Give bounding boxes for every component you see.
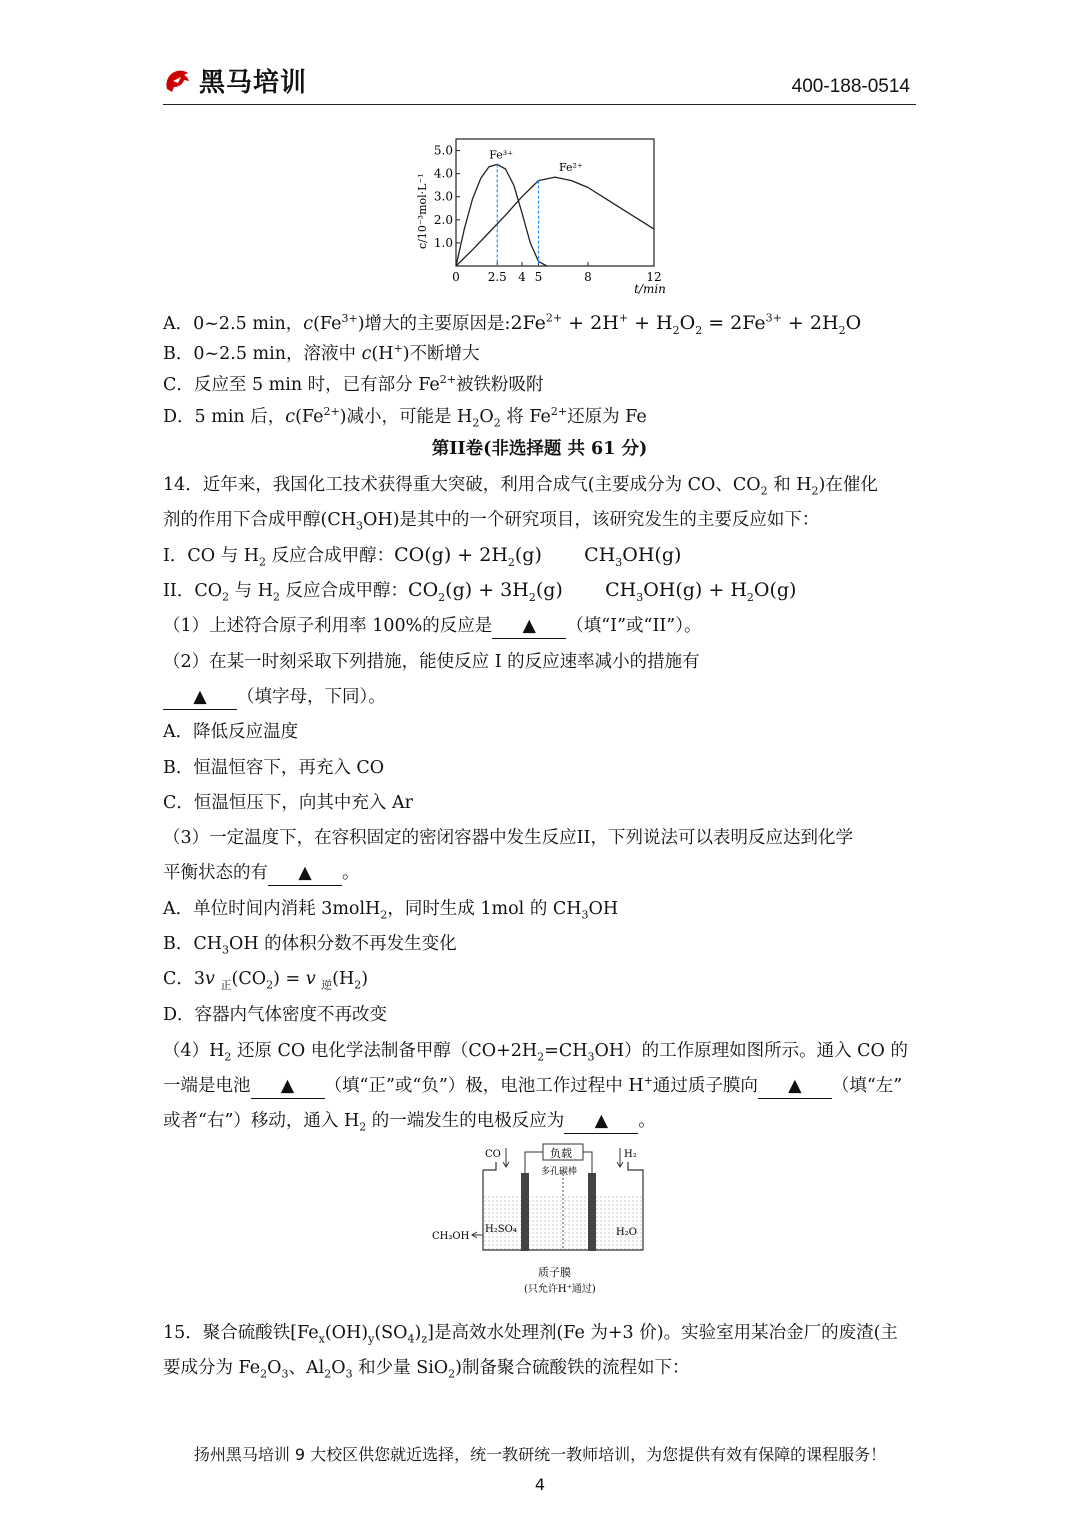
q14-p3-option-d: D．容器内气体密度不再改变 xyxy=(163,1005,388,1025)
membrane-note: (只允许H⁺通过) xyxy=(524,1284,596,1295)
q13-option-d: D．5 min 后，$c(Fe^{2+})$减小，可能是 $H_2O_2$ 将 $Fe^{2+}$还原为 Fe xyxy=(163,405,647,430)
q14-p2-option-b: B．恒温恒容下，再充入 CO xyxy=(163,758,385,778)
q14-reaction-2: II．$CO_2$ 与 $H_2$ 反应合成甲醇：$CO_2(g) + 3H_2(g)$ $CH_3OH(g) + H_2O(g)$ xyxy=(163,579,797,604)
header-divider xyxy=(163,104,916,105)
answer-blank[interactable]: ▲ xyxy=(492,614,566,639)
q13-option-a: A．0~2.5 min，$c(Fe^{3+})$增大的主要原因是$:2Fe^{2+} + 2H^+ + H_2O_2 = 2Fe^{3+} + 2H_2O$ xyxy=(163,311,862,337)
membrane-label: 质子膜 xyxy=(538,1266,571,1279)
series-line-fe3plus xyxy=(456,164,547,266)
concentration-chart xyxy=(412,134,672,299)
q13-option-c: C．反应至 5 min 时，已有部分 $Fe^{2+}$被铁粉吸附 xyxy=(163,373,544,395)
q14-intro-line1: 14．近年来，我国化工技术获得重大突破，利用合成气(主要成分为 CO、$CO_2$ 和 $H_2$)在催化 xyxy=(163,475,878,498)
q14-part2-answer: ▲ （填字母，下同）。 xyxy=(163,685,386,710)
co-inlet-arrow xyxy=(503,1148,509,1167)
y-tick-label: 3.0 xyxy=(433,189,453,204)
series-line-fe2plus xyxy=(456,177,654,266)
h2-inlet-arrow xyxy=(617,1148,623,1167)
q14-part2: （2）在某一时刻采取下列措施，能使反应 I 的反应速率减小的措施有 xyxy=(163,652,700,672)
y-tick-label: 4.0 xyxy=(433,166,453,181)
y-tick-label: 5.0 xyxy=(433,143,453,158)
q14-intro-line2: 剂的作用下合成甲醇$(CH_3OH)$是其中的一个研究项目，该研究发生的主要反应如下： xyxy=(163,510,820,533)
footer-text: 扬州黑马培训 9 大校区供您就近选择，统一教研统一教师培训，为您提供有效有保障的课程服务！ xyxy=(193,1445,887,1464)
left-carbon-rod xyxy=(521,1173,529,1251)
answer-blank[interactable]: ▲ xyxy=(268,861,342,886)
q14-part1: （1）上述符合原子利用率 100%的反应是 ▲ （填“I”或“II”）。 xyxy=(163,614,702,639)
q14-p3-option-b: B．$CH_3OH$ 的体积分数不再发生变化 xyxy=(163,934,457,957)
answer-blank[interactable]: ▲ xyxy=(564,1109,638,1134)
chart-ylabel: c/10⁻³mol·L⁻¹ xyxy=(416,173,429,249)
x-tick-label: 5 xyxy=(534,270,543,284)
rod-label: 多孔碳棒 xyxy=(541,1167,578,1177)
electrochemical-cell-diagram xyxy=(428,1140,658,1300)
q14-part4-line1: $(4)H_2$ 还原 CO 电化学法制备甲醇$(CO+2H_2=CH_3OH)$的工作原理如图所示。通入 CO 的 xyxy=(163,1041,908,1064)
q15-line1: 15．聚合硫酸铁$[Fe_x(OH)_y(SO_4)_z]$是高效水处理剂(Fe 为+3 价)。实验室用某冶金厂的废渣(主 xyxy=(163,1323,898,1346)
q14-part3-answer: 平衡状态的有 ▲ 。 xyxy=(163,861,360,886)
q14-part4-line2: 一端是电池 ▲ （填“正”或“负”）极，电池工作过程中 H+通过质子膜向 ▲ （填“左” xyxy=(163,1074,902,1099)
q14-part4-line3: 或者“右”）移动，通入 $H_2$ 的一端发生的电极反应为 ▲ 。 xyxy=(163,1111,656,1134)
right-carbon-rod xyxy=(588,1173,596,1251)
x-tick-label: 12 xyxy=(646,270,662,284)
x-tick-label: 0 xyxy=(452,270,460,284)
ch3oh-label: CH₃OH xyxy=(432,1231,470,1242)
q14-reaction-1: I．CO 与 $H_2$ 反应合成甲醇：$CO(g) + 2H_2(g)$ $CH_3OH(g)$ xyxy=(163,544,682,569)
q15-line2: 要成分为 $Fe_2O_3$、$Al_2O_3$ 和少量 SiO$_2$)制备聚合硫酸铁的流程如下： xyxy=(163,1358,690,1381)
chart-xlabel: t/min xyxy=(634,282,666,296)
h2so4-label: H₂SO₄ xyxy=(485,1224,517,1235)
q14-p3-option-a: A．单位时间内消耗 3molH$_2$，同时生成 1mol 的 $CH_3OH$ xyxy=(163,899,619,922)
series-label: Fe²⁺ xyxy=(559,161,583,175)
series-label: Fe³⁺ xyxy=(489,148,514,162)
horse-logo-icon xyxy=(163,67,193,95)
x-tick-label: 8 xyxy=(584,270,592,284)
y-tick-label: 1.0 xyxy=(433,235,453,250)
q13-option-b: B．0~2.5 min，溶液中 c(H+)不断增大 xyxy=(163,342,480,364)
answer-blank[interactable]: ▲ xyxy=(163,685,237,710)
section-title: 第II卷(非选择题 共 61 分) xyxy=(431,439,648,459)
page-number: 4 xyxy=(534,1475,546,1494)
y-tick-label: 2.0 xyxy=(433,212,453,227)
co-label: CO xyxy=(485,1149,501,1160)
load-label: 负载 xyxy=(550,1147,572,1160)
x-tick-label: 2.5 xyxy=(487,270,507,284)
ch3oh-outlet-arrow xyxy=(472,1232,483,1238)
q14-p2-option-c: C．恒温恒压下，向其中充入 Ar xyxy=(163,793,413,813)
chart-frame xyxy=(456,139,654,266)
brand-logo xyxy=(163,62,307,99)
answer-blank[interactable]: ▲ xyxy=(251,1074,325,1099)
q14-part3: （3）一定温度下，在容积固定的密闭容器中发生反应II，下列说法可以表明反应达到化学 xyxy=(163,828,853,848)
q14-p2-option-a: A．降低反应温度 xyxy=(163,722,299,742)
q14-p3-option-c: C．3v $_正(CO_2) = v$ $_逆(H_2)$ xyxy=(163,969,369,992)
h2-label: H₂ xyxy=(624,1149,637,1160)
phone-number: 400-188-0514 xyxy=(791,76,910,97)
answer-blank[interactable]: ▲ xyxy=(758,1074,832,1099)
h2o-label: H₂O xyxy=(616,1227,637,1238)
logo-text: 黑马培训 xyxy=(199,68,308,98)
electrolyte-right xyxy=(563,1195,643,1250)
x-tick-label: 4 xyxy=(518,270,526,284)
